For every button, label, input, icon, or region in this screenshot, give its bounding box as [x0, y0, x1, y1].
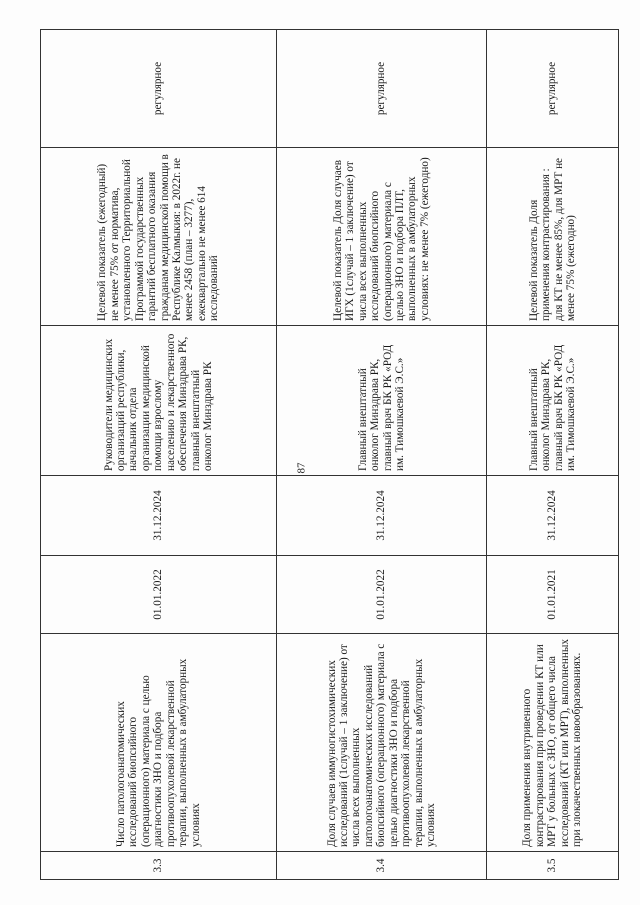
- target-indicator: Целевой показатель Доля применения контрастирования : для КТ не менее 85%, для МРТ не менее 75% (ежегодно): [487, 148, 619, 326]
- start-date: 01.01.2022: [277, 556, 487, 634]
- executor: Руководители медицинских организаций республики, начальник отдела организации медицинской помощи взрослому населению и лекарственного обеспечения Минздрава РК, главный внештатный онколог Минздрава РК: [41, 326, 277, 476]
- end-date: 31.12.2024: [41, 476, 277, 556]
- table-row: [487, 30, 619, 880]
- frequency: регулярное: [277, 30, 487, 148]
- table-row: [277, 30, 487, 880]
- start-date: 01.01.2021: [487, 556, 619, 634]
- target-indicator: Целевой показатель Доля случаев ИГХ (1случай – 1 заключение) от числа всех выполненных исследований биопсийного (операционного) материала с целью ЗНО и подбора ПЛТ, выполненных в амбулаторных условиях: не менее 7% (ежегодно): [277, 148, 487, 326]
- target-indicator: Целевой показатель (ежегодный) не менее 75% от норматива, установленного Территориальной Программой государственных гарантий бесплатного оказания гражданам медицинской помощи в Республике Калмыкия: в 2022г. не менее 2458 (план – 3277), ежеквартально не менее 614 исследований: [41, 148, 277, 326]
- page-number: 87: [295, 462, 308, 474]
- executor: Главный внештатный онколог Минздрава РК, главный врач БК РК «РОД им. Тимошкаевой Э.С.»: [277, 326, 487, 476]
- measure-name: Число патологоанатомических исследований биопсийного (операционного) материала с целью диагностики ЗНО и подбора противоопухолевой лекарственной терапии, выполненных в амбулаторных условиях: [41, 634, 277, 852]
- end-date: 31.12.2024: [487, 476, 619, 556]
- table-row: [41, 30, 277, 880]
- row-number: 3.4: [277, 852, 487, 880]
- row-number: 3.3: [41, 852, 277, 880]
- start-date: 01.01.2022: [41, 556, 277, 634]
- frequency: регулярное: [41, 30, 277, 148]
- measure-name: Доля случаев иммуногистохимических исследований (1случай – 1 заключение) от числа всех выполненных патологоанатомических исследований биопсийного (операционного) материала с целью диагностики ЗНО и подбора противоопухолевой лекарственной терапии, выполненных в амбулаторных условиях: [277, 634, 487, 852]
- measure-name: Доля применения внутривенного контрастирования при проведении КТ или МРТ у больных с ЗНО, от общего числа исследований (КТ или МРТ), выполненных при злокачественных новообразованиях.: [487, 634, 619, 852]
- measures-table: [40, 29, 619, 880]
- row-number: 3.5: [487, 852, 619, 880]
- rotated-table-container: [40, 30, 618, 880]
- end-date: 31.12.2024: [277, 476, 487, 556]
- frequency: регулярное: [487, 30, 619, 148]
- executor: Главный внештатный онколог Минздрава РК, главный врач БК РК «РОД им. Тимошкаевой Э.С.»: [487, 326, 619, 476]
